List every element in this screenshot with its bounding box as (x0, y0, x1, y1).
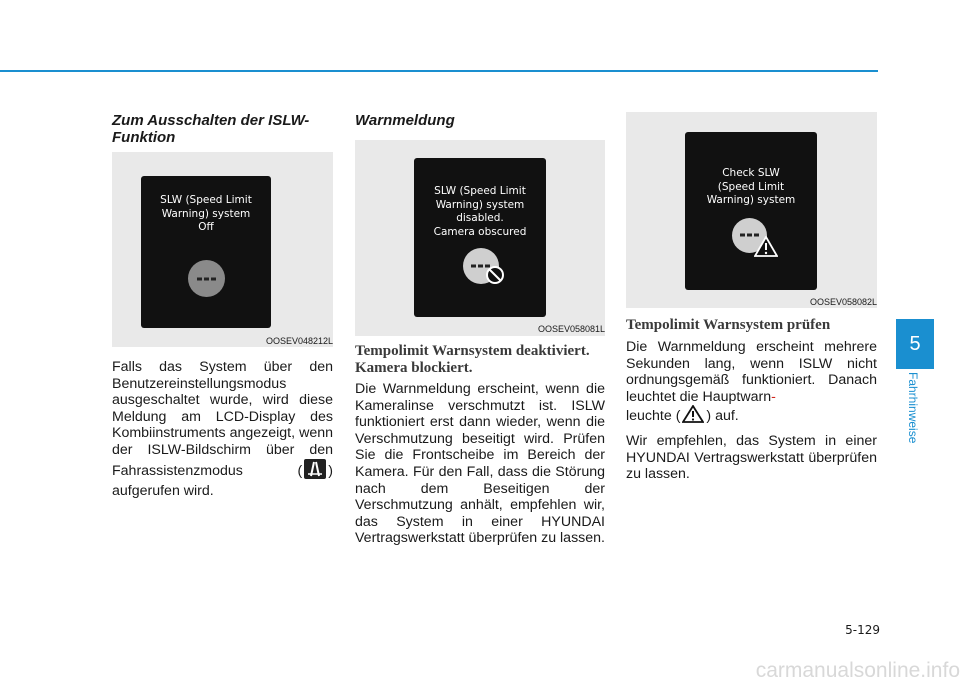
hyphen-mark: - (771, 388, 776, 405)
body-text-part: leuchte ( (626, 408, 681, 425)
body-text-part: Falls das System über den Benutzereinstellungsmodus ausgeschaltet wurde, wird diese Meldung am LCD-Display des Kombiinstruments angezeigt, wenn der ISLW-Bildschirm über den Fahrassistenzmodus ( (112, 359, 333, 479)
screen-message: Check SLW (Speed Limit Warning) system (706, 167, 796, 206)
lane-assist-icon (304, 459, 326, 484)
column-2 (355, 112, 605, 129)
column-1 (112, 112, 333, 146)
body-text: Wir empfehlen, das System in einer HYUNDAI Vertragswerkstatt überprüfen zu lassen. (626, 432, 877, 483)
master-warning-icon (682, 405, 704, 428)
body-text (112, 359, 333, 500)
column-1-body (112, 359, 333, 500)
screen-message: SLW (Speed Limit Warning) system disabled. Camera obscured (433, 185, 527, 238)
chapter-title: Fahrhinweise (906, 372, 920, 444)
chapter-tab: 5 (896, 319, 934, 369)
body-text: Die Warnmeldung erscheint, wenn die Kameralinse verschmutzt ist. ISLW funktioniert erst dann wieder, wenn die Verschmutzung beseitigt wird. Prüfen Sie die Frontscheibe im Bereich der Kamera. Für den Fall, dass die Störung nach dem Beseitigen der Verschmutzung anhält, empfehlen wir, das System in einer HYUNDAI Vertragswerkstatt überprüfen zu lassen. (355, 381, 605, 547)
figure-caption: OOSEV058081L (537, 324, 605, 334)
body-text-part: ) auf. (706, 408, 739, 425)
page-number: 5-129 (845, 623, 880, 637)
body-text (626, 339, 877, 428)
figure-slw-disabled (355, 140, 605, 336)
subheading: Tempolimit Warnsystem deaktiviert. Kamera blockiert. (355, 343, 590, 376)
header-rule (0, 70, 878, 72)
figure-check-slw (626, 112, 877, 308)
speed-limit-circle-icon (188, 260, 225, 297)
figure-slw-off (112, 152, 333, 347)
prohibited-icon (485, 265, 505, 285)
body-text-part: ) aufgerufen wird. (112, 462, 333, 500)
figure-caption: OOSEV048212L (265, 336, 333, 346)
cluster-screen (141, 176, 271, 328)
warning-triangle-icon (754, 236, 778, 257)
cluster-screen (685, 132, 817, 290)
watermark: carmanualsonline.info (755, 659, 960, 682)
section-heading: Warnmeldung (355, 112, 455, 129)
column-3-body (626, 317, 877, 483)
screen-message: SLW (Speed Limit Warning) system Off (160, 194, 252, 233)
subheading: Tempolimit Warnsystem prüfen (626, 317, 831, 333)
section-heading: Zum Ausschalten der ISLW-Funktion (112, 112, 310, 146)
column-2-body (355, 343, 605, 547)
cluster-screen (414, 158, 546, 317)
body-text-part: Die Warnmeldung erscheint mehrere Sekunden lang, wenn ISLW nicht ordnungsgemäß funktioniert. Danach leuchtet die Hauptwarn (626, 339, 877, 405)
figure-caption: OOSEV058082L (809, 297, 877, 307)
